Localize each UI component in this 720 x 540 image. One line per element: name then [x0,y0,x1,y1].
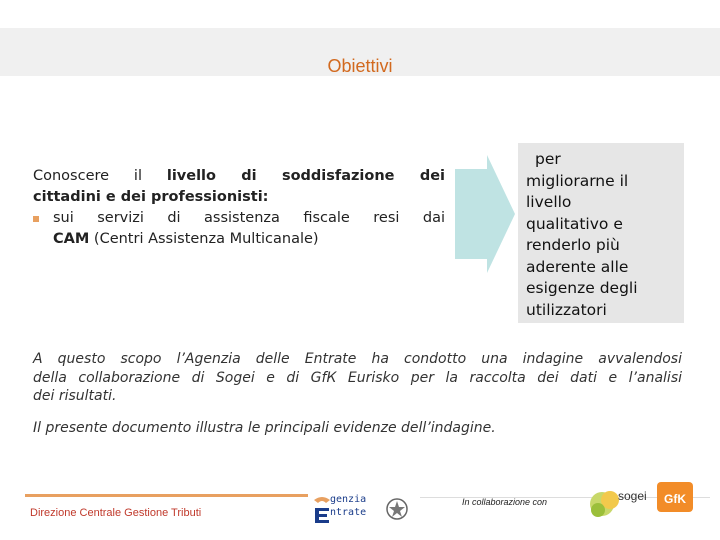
goal-line-4: qualitativo e [526,214,623,233]
bullet-line-1: sui servizi di assistenza fiscale resi dai [53,210,445,226]
goal-line-1: per [535,150,561,168]
goal-box [518,143,684,323]
intro-line-2-bold: cittadini e dei professionisti: [33,189,269,205]
goal-line-3: livello [526,193,572,211]
goal-line-6: aderente alle [526,257,629,276]
goal-line-2: migliorarne il [526,171,629,190]
intro-text [33,166,445,250]
agenzia-logo-line-1: genzia [330,494,367,505]
footer-department: Direzione Centrale Gestione Tributi [30,507,202,519]
agenzia-entrate-logo [312,494,384,524]
collaboration-label: In collaborazione con [462,497,548,507]
paragraph-1-line-1: A questo scopo l’Agenzia delle Entrate ha condotto una indagine avvalendosi [33,351,682,367]
agenzia-swoosh-icon [312,494,332,524]
footer-divider [25,494,308,497]
bullet-line-2-bold: CAM [53,231,90,247]
gfk-logo-text: GfK [664,492,686,506]
intro-line-1 [33,166,445,187]
right-arrow-icon [455,155,515,273]
bullet-text [53,208,445,250]
italian-emblem-icon [386,496,408,522]
bullet-line-2-rest: (Centri Assistenza Multicanale) [89,231,319,247]
goal-line-5: renderlo più [526,236,620,254]
bullet-line-2 [53,229,445,250]
paragraph-1-line-2: della collaborazione di Sogei e di GfК Eurisko per la raccolta dei dati e l’analisi [33,369,682,386]
intro-line-2 [33,187,445,208]
paragraph-1 [33,350,682,406]
bullet-item [33,208,445,250]
paragraph-1-line-3: dei risultati. [33,388,117,404]
goal-line-8: utilizzatori [526,300,607,319]
agenzia-logo-line-2: ntrate [330,507,367,518]
goal-line-7: esigenze degli [526,279,638,297]
slide-title: Obiettivi [327,56,393,76]
bullet-icon [33,216,39,222]
intro-line-1-plain: Conoscere il [33,168,167,184]
intro-line-1-bold: livello di soddisfazione dei [166,168,445,184]
sogei-logo-text: sogei [618,489,647,503]
paragraph-2: Il presente documento illustra le principali evidenze dell’indagine. [33,420,496,436]
